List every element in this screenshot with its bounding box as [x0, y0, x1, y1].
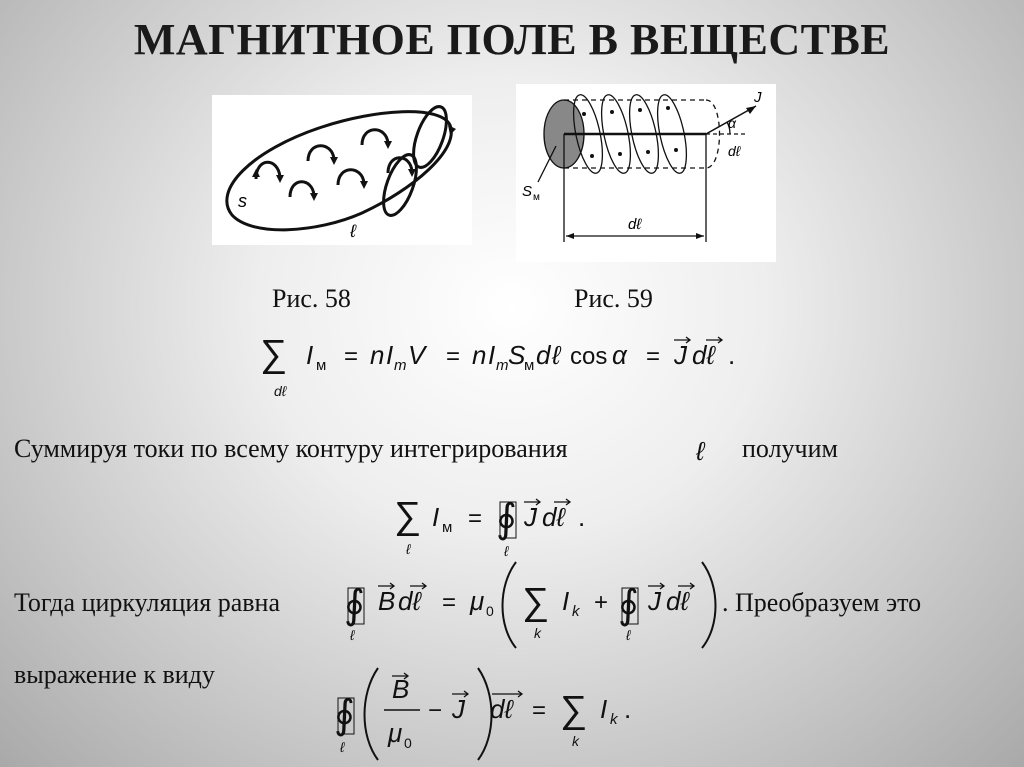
formula-2	[392, 488, 612, 562]
f1-l: ℓ	[552, 340, 561, 370]
svg-text:∑: ∑	[394, 495, 422, 537]
formula-3	[340, 556, 732, 652]
f1-d: d	[536, 340, 551, 370]
svg-text:∑: ∑	[522, 581, 550, 623]
f1-m: м	[316, 357, 327, 374]
f1-m3: m	[496, 357, 509, 374]
f3-sum-sub: k	[534, 625, 541, 641]
f3-k: k	[572, 603, 580, 620]
f1-I3: I	[488, 340, 496, 370]
figure-59-caption: Рис. 59	[574, 284, 653, 313]
f3-plus: +	[594, 589, 609, 616]
f1-J: J	[674, 340, 687, 370]
f4-B: B	[392, 674, 410, 704]
f4-J: J	[452, 694, 465, 724]
figure-59-drawing	[516, 84, 776, 262]
f1-dot: .	[728, 340, 736, 370]
f4-eq: =	[532, 697, 547, 724]
fig59-label-J: J	[754, 89, 762, 106]
f2-int-sub: ℓ	[504, 543, 509, 559]
f4-k: k	[610, 711, 618, 728]
f1-I: I	[306, 340, 314, 370]
f3-B: B	[378, 586, 396, 616]
f1-dl: dℓ	[692, 340, 715, 370]
fig58-label-s: s	[238, 191, 247, 211]
svg-text:∮: ∮	[344, 583, 365, 627]
f1-alpha: α	[612, 340, 627, 370]
f2-I: I	[432, 502, 440, 532]
f2-dot: .	[578, 502, 586, 532]
paragraph-2: Тогда циркуляция равна	[14, 588, 281, 617]
f3-int-sub-2: ℓ	[626, 627, 631, 643]
fig59-label-dl-dim: dℓ	[628, 216, 642, 233]
formula-4	[330, 664, 650, 764]
figure-59	[516, 84, 776, 262]
f1-I2: I	[386, 340, 394, 370]
f2-m: м	[442, 519, 453, 536]
fig59-label-alpha: α	[728, 115, 736, 131]
f2-dl: dℓ	[542, 502, 565, 532]
f1-n: n	[370, 340, 385, 370]
figure-58-drawing	[212, 95, 472, 245]
f4-sum-sub: k	[572, 733, 579, 749]
f3-mu: μ	[470, 586, 485, 616]
f1-Sm: м	[524, 357, 535, 374]
paragraph-1-symbol: ℓ	[696, 436, 705, 466]
paragraph-2-end: . Преобразуем это	[722, 588, 922, 617]
f1-sum-sub: dℓ	[274, 383, 287, 399]
svg-text:∮: ∮	[334, 693, 355, 737]
svg-text:∑: ∑	[260, 333, 288, 375]
f4-mu: μ	[388, 718, 403, 748]
f4-I: I	[600, 694, 608, 724]
f1-eq1: =	[344, 343, 359, 370]
f2-sum-sub: ℓ	[406, 541, 411, 557]
fig59-label-S-sub: м	[533, 192, 540, 203]
formula-1	[250, 328, 790, 402]
f4-mu-sub: 0	[404, 735, 412, 751]
f3-int-sub: ℓ	[350, 627, 355, 643]
f3-dl-2: dℓ	[666, 586, 689, 616]
page-title: МАГНИТНОЕ ПОЛЕ В ВЕЩЕСТВЕ	[133, 15, 891, 64]
f3-eq: =	[442, 589, 457, 616]
svg-text:∮: ∮	[496, 497, 517, 541]
f2-eq: =	[468, 505, 483, 532]
svg-text:∮: ∮	[618, 583, 639, 627]
f4-dot: .	[624, 694, 632, 724]
f1-eq3: =	[646, 343, 661, 370]
f2-J: J	[524, 502, 537, 532]
f3-mu-sub: 0	[486, 603, 494, 619]
f4-minus: −	[428, 697, 443, 724]
f3-J: J	[648, 586, 661, 616]
f1-cos: cos	[570, 343, 608, 370]
f1-V: V	[408, 340, 426, 370]
f4-int-sub: ℓ	[340, 739, 345, 755]
paragraph-1: Суммируя токи по всему контуру интегрирования	[14, 434, 568, 463]
fig58-label-l: ℓ	[350, 221, 356, 241]
f3-dl: dℓ	[398, 586, 421, 616]
figure-58	[212, 95, 472, 245]
figure-58-caption: Рис. 58	[272, 284, 351, 313]
svg-text:∑: ∑	[560, 689, 588, 731]
f4-dl: dℓ	[490, 694, 513, 724]
f1-m2: m	[394, 357, 407, 374]
paragraph-1-end: получим	[742, 434, 838, 463]
fig59-label-dl: dℓ	[728, 143, 741, 159]
fig59-label-S: S	[522, 183, 533, 200]
f1-S: S	[508, 340, 526, 370]
f1-eq2: =	[446, 343, 461, 370]
f3-I: I	[562, 586, 570, 616]
f1-n2: n	[472, 340, 487, 370]
paragraph-3: выражение к виду	[14, 660, 215, 689]
